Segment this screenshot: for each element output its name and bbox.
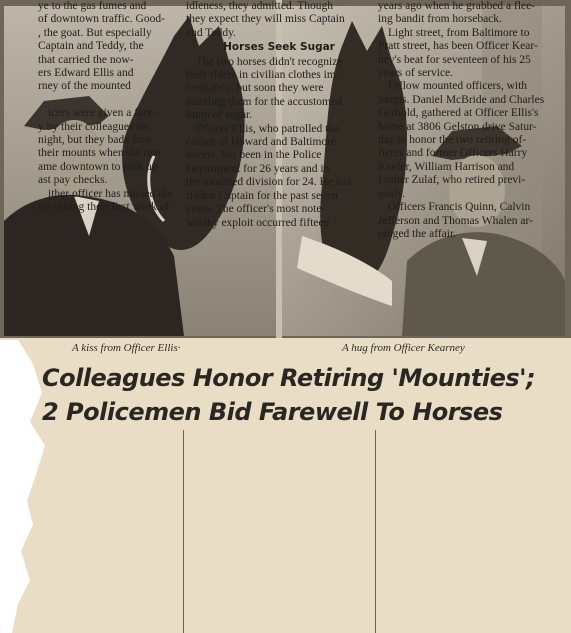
- article-line: ing bandit from horseback.: [378, 13, 502, 26]
- article-line: home at 3806 Gelston drive Satur-: [378, 120, 537, 133]
- article-line: ridden Captain for the past seven: [186, 189, 338, 202]
- article-line: and Teddy.: [186, 26, 236, 39]
- article-line: their riders in civilian clothes im-: [186, 69, 340, 82]
- article-line: ranged the affair.: [378, 227, 457, 240]
- article-line: y by their colleagues on: [38, 120, 148, 133]
- article-line: ficers and former Officers Harry: [378, 147, 528, 160]
- article-line: rney of the mounted: [38, 80, 131, 93]
- headline-line-1: Colleagues Honor Retiring 'Mounties';: [42, 364, 536, 392]
- article-line: years of service.: [378, 67, 454, 80]
- photo-captions: [0, 342, 571, 360]
- article-line: day to honor the two retiring of-: [378, 134, 527, 147]
- article-line: ame downtown to pick up: [38, 160, 158, 173]
- article-line: Light street, from Baltimore to: [388, 26, 530, 39]
- article-line: worthy exploit occurred fifteen: [186, 216, 330, 229]
- headline-line-2: 2 Policemen Bid Farewell To Horses: [42, 398, 503, 426]
- article-line: Keefer, William Harrison and: [378, 160, 515, 173]
- article-line: The two horses didn't recognize: [196, 55, 343, 68]
- article-line: Fellow mounted officers, with: [388, 80, 528, 93]
- caption-right: A hug from Officer Kearney: [342, 342, 465, 354]
- article-line: Sergts. Daniel McBride and Charles: [378, 93, 545, 106]
- article-line: mediately, but soon they were: [186, 82, 324, 95]
- article-line: Officers Francis Quinn, Calvin: [388, 201, 531, 214]
- article-line: ney's beat for seventeen of his 25: [378, 53, 531, 66]
- article-column-2: [186, 0, 372, 229]
- article-line: Department for 26 years and in: [186, 162, 330, 175]
- article-line: [38, 94, 180, 107]
- article-line: Captain and Teddy, the: [38, 40, 144, 53]
- article-line: ither officer has missed the: [48, 187, 173, 200]
- article-line: Gerhold, gathered at Officer Ellis's: [378, 107, 539, 120]
- article-line: lump of sugar.: [186, 109, 253, 122]
- article-line: ast pay checks.: [38, 174, 108, 187]
- article-line: they expect they will miss Captain: [186, 13, 345, 26]
- article-line: night, but they bade fare-: [38, 134, 154, 147]
- subhead: Horses Seek Sugar: [223, 41, 335, 54]
- article-line: the mounted division for 24. He has: [186, 176, 352, 189]
- article-line: Pratt street, has been Officer Kear-: [378, 40, 538, 53]
- article-line: streets, has been in the Police: [186, 149, 322, 162]
- article-line: ye to the gas fumes and: [38, 0, 147, 12]
- article-line: Officer Ellis, who patrolled the: [196, 122, 340, 135]
- article-line: corner of Howard and Baltimore: [186, 136, 337, 149]
- article-line: nuzzling them for the accustomed: [186, 95, 342, 108]
- article-line: years ago when he grabbed a flee-: [378, 0, 536, 12]
- article-line: their mounts when the two: [38, 147, 161, 160]
- article-line: Luther Zulaf, who retired previ-: [378, 174, 526, 187]
- article-column-3: [378, 0, 564, 240]
- article-line: Jefferson and Thomas Whalen ar-: [378, 214, 533, 227]
- article-line: idleness, they admitted. Though: [186, 0, 334, 12]
- article-line: that carried the now-: [38, 53, 134, 66]
- article-line: icers were given a fare-: [48, 107, 156, 120]
- column-rule: [375, 430, 376, 633]
- article-line: , the goat. But especially: [38, 26, 152, 39]
- article-line: of downtown traffic. Good-: [38, 13, 165, 26]
- article-line: ice during their first week of: [38, 201, 170, 214]
- caption-left: A kiss from Officer Ellis·: [72, 342, 181, 354]
- column-rule: [183, 430, 184, 633]
- article-line: years. The officer's most note-: [186, 203, 326, 216]
- article-line: ers Edward Ellis and: [38, 67, 134, 80]
- article-line: ously.: [378, 187, 406, 200]
- article-column-1: [38, 0, 180, 214]
